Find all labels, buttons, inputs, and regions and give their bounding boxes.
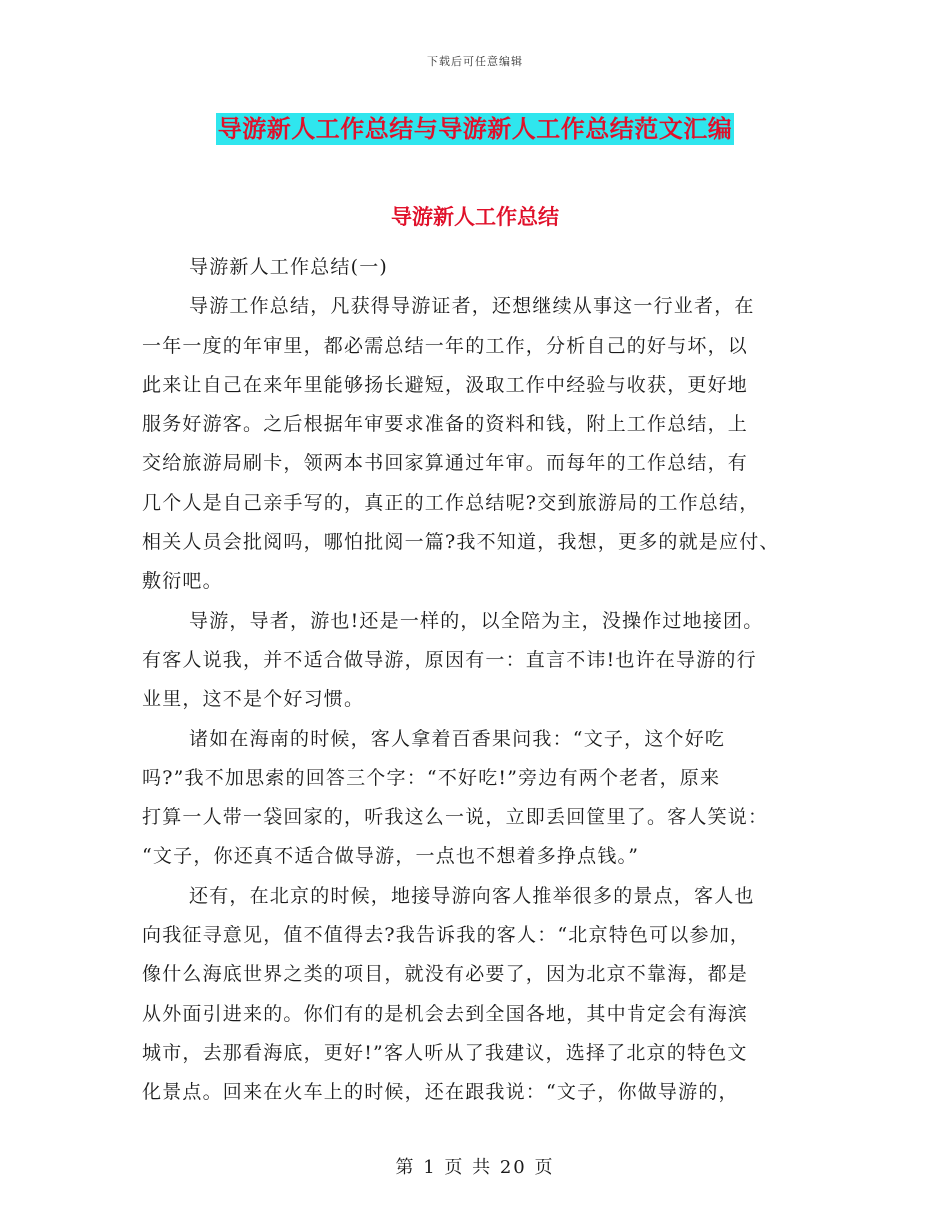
- paragraph-line: 化景点。回来在火车上的时候，还在跟我说：“文子，你做导游的，: [142, 1081, 739, 1104]
- paragraph-line: 打算一人带一袋回家的，听我这么一说，立即丢回筐里了。客人笑说：: [142, 806, 769, 829]
- paragraph-line: 从外面引进来的。你们有的是机会去到全国各地，其中肯定会有海滨: [142, 1002, 749, 1025]
- paragraph-line: 服务好游客。之后根据年审要求准备的资料和钱，附上工作总结，上: [142, 413, 749, 436]
- paragraph-line: 敷衍吧。: [142, 570, 223, 593]
- paragraph-line: 导游工作总结，凡获得导游证者，还想继续从事这一行业者，在: [189, 295, 755, 318]
- paragraph-line: 一年一度的年审里，都必需总结一年的工作，分析自己的好与坏，以: [142, 334, 749, 357]
- paragraph-line: 有客人说我，并不适合做导游，原因有一：直言不讳!也许在导游的行: [142, 648, 757, 671]
- document-title: 导游新人工作总结与导游新人工作总结范文汇编: [217, 115, 733, 143]
- paragraph-line: 诸如在海南的时候，客人拿着百香果问我：“文子，这个好吃: [189, 727, 726, 750]
- header-note: 下载后可任意编辑: [427, 55, 523, 68]
- paragraph-line: 导游，导者，游也!还是一样的，以全陪为主，没操作过地接团。: [189, 609, 764, 632]
- subsection-heading: 导游新人工作总结(一): [189, 256, 389, 278]
- paragraph-line: 向我征寻意见，值不值得去?我告诉我的客人：“北京特色可以参加，: [142, 924, 751, 947]
- paragraph-line: 此来让自己在来年里能够扬长避短，汲取工作中经验与收获，更好地: [142, 373, 749, 396]
- paragraph-line: 吗?”我不加思索的回答三个字：“不好吃!”旁边有两个老者，原来: [142, 766, 721, 789]
- page-number: 第 1 页 共 20 页: [395, 1157, 555, 1178]
- paragraph-line: 几个人是自己亲手写的，真正的工作总结呢?交到旅游局的工作总结，: [142, 491, 760, 514]
- paragraph-line: 城市，去那看海底，更好!”客人听从了我建议，选择了北京的特色文: [142, 1041, 748, 1064]
- paragraph-line: “文子，你还真不适合做导游，一点也不想着多挣点钱。”: [142, 845, 640, 868]
- paragraph-line: 相关人员会批阅吗，哪怕批阅一篇?我不知道，我想，更多的就是应付、: [142, 531, 780, 554]
- document-body: [142, 248, 822, 1113]
- paragraph-line: 像什么海底世界之类的项目，就没有必要了，因为北京不靠海，都是: [142, 963, 749, 986]
- paragraph-line: 还有，在北京的时候，地接导游向客人推举很多的景点，客人也: [189, 884, 755, 907]
- section-title: 导游新人工作总结: [391, 205, 559, 229]
- paragraph-line: 业里，这不是个好习惯。: [142, 688, 365, 711]
- main-title-container: [0, 113, 950, 145]
- paragraph-line: 交给旅游局刷卡，领两本书回家算通过年审。而每年的工作总结，有: [142, 452, 749, 475]
